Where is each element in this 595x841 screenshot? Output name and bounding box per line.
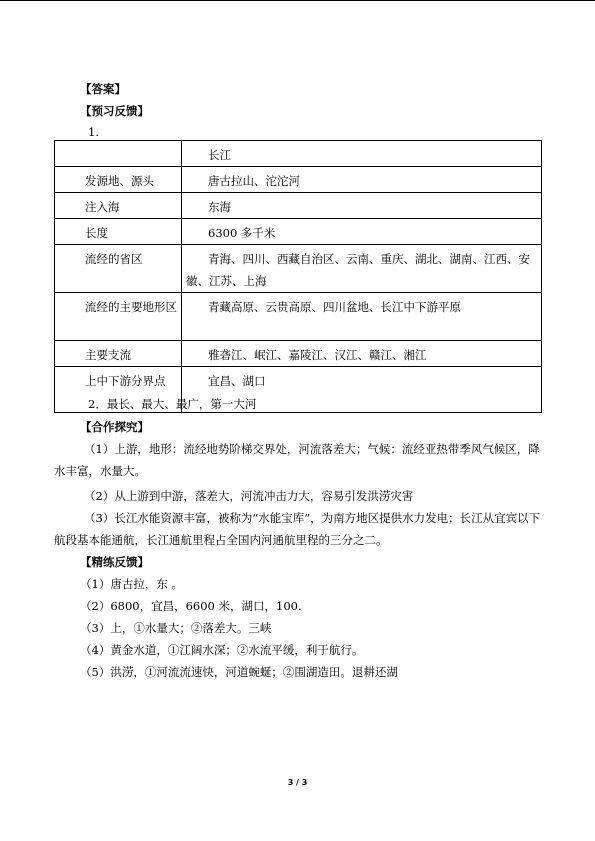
row-label: 注入海 xyxy=(55,193,182,219)
row-value: 青藏高原、云贵高原、四川盆地、长江中下游平原 xyxy=(182,293,542,341)
row-label: 长度 xyxy=(55,219,182,245)
cooperate-heading: 【合作探究】 xyxy=(80,420,149,434)
row-value: 唐古拉山、沱沱河 xyxy=(182,167,542,193)
row-value: 雅砻江、岷江、嘉陵江、汉江、赣江、湘江 xyxy=(182,341,542,367)
table-row xyxy=(55,193,542,219)
practice-item-2: （2）6800，宜昌，6600 米，湖口，100. xyxy=(80,599,302,613)
question-1-number: 1. xyxy=(88,125,99,139)
table-row xyxy=(55,293,542,341)
practice-heading: 【精练反馈】 xyxy=(80,555,149,569)
cooperate-item-2: （2）从上游到中游，落差大，河流冲击力大，容易引发洪涝灾害 xyxy=(84,489,414,503)
row-label: 上中下游分界点 xyxy=(55,367,182,413)
table-header-cell: 长江 xyxy=(182,141,542,167)
row-label: 流经的主要地形区 xyxy=(55,293,182,341)
preview-heading: 【预习反馈】 xyxy=(80,104,149,118)
question-2-answer: 2．最长、最大、最广，第一大河 xyxy=(88,397,257,411)
answer-heading: 【答案】 xyxy=(80,82,126,96)
practice-item-1: （1）唐古拉，东 。 xyxy=(80,577,183,591)
cooperate-item-3: （3）长江水能资源丰富，被称为“水能宝库”，为南方地区提供水力发电；长江从宜宾以下航段基本能通航，长江通航里程占全国内河通航里程的三分之二。 xyxy=(54,511,541,547)
row-value: 宜昌、湖口 xyxy=(182,367,542,413)
cooperate-item-1: （1）上游，地形：流经地势阶梯交界处，河流落差大；气候：流经亚热带季风气候区，降水丰富，水量大。 xyxy=(54,442,540,478)
row-label: 流经的省区 xyxy=(55,245,182,293)
row-value: 6300 多千米 xyxy=(182,219,542,245)
table-row xyxy=(55,167,542,193)
page-number: 3 / 3 xyxy=(287,778,308,787)
table-header-empty-cell xyxy=(55,141,182,167)
yangtze-info-table xyxy=(54,140,542,413)
practice-item-5: （5）洪涝，①河流流速快，河道蜿蜒；②围湖造田。退耕还湖 xyxy=(80,665,398,679)
practice-item-3: （3）上，①水量大；②落差大。三峡 xyxy=(80,621,272,635)
row-value: 东海 xyxy=(182,193,542,219)
practice-item-4: （4）黄金水道，①江阔水深；②水流平缓，利于航行。 xyxy=(80,643,364,657)
table-row xyxy=(55,245,542,293)
table-header-row xyxy=(55,141,542,167)
table-row xyxy=(55,219,542,245)
row-value: 青海、四川、西藏自治区、云南、重庆、湖北、湖南、江西、安徽、江苏、上海 xyxy=(182,245,542,293)
row-label: 主要支流 xyxy=(55,341,182,367)
row-label: 发源地、源头 xyxy=(55,167,182,193)
table-row xyxy=(55,341,542,367)
